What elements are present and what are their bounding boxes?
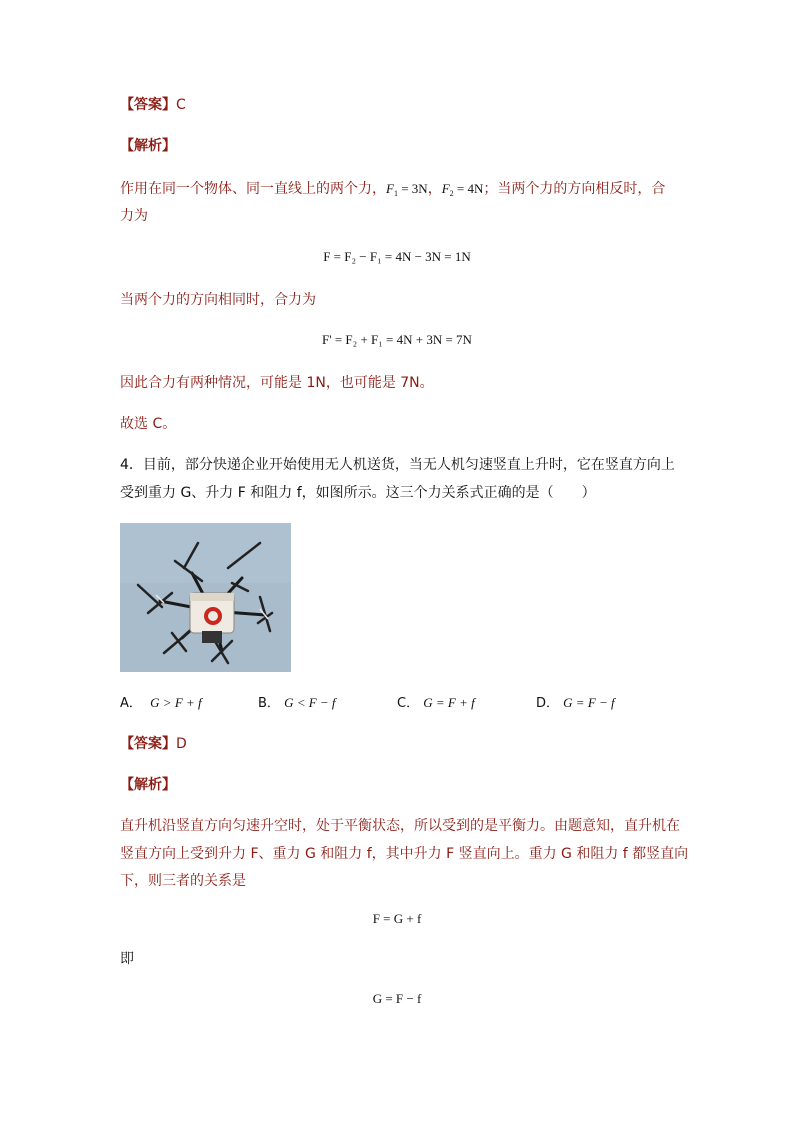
text-segment: ；当两个力的方向相反时，合 [483,181,666,197]
equation-4: G = F − f [372,991,422,1006]
paragraph-1-line-2: 力为 [120,208,148,224]
analysis-label-2: 【解析】 [120,777,176,793]
option-d: D． G = F − f [536,695,615,711]
paragraph-2: 当两个力的方向相同时，合力为 [120,292,316,308]
answer-label: 【答案】 [120,97,176,113]
question-line-1: 4．目前，部分快递企业开始使用无人机送货，当无人机匀速竖直上升时，它在竖直方向上 [120,457,675,473]
text-segment: 作用在同一个物体、同一直线上的两个力， [120,181,386,197]
answer-value: D [176,736,187,752]
paragraph-5-line-2: 竖直方向上受到升力 F、重力 G 和阻力 f，其中升力 F 竖直向上。重力 G 和阻力 f 都竖直向 [120,846,689,862]
paragraph-6: 即 [120,951,134,967]
answer-value: C [176,97,186,113]
answer-label: 【答案】 [120,736,176,752]
option-a: A． G > F + f [120,695,202,711]
answer-line-2 [120,731,187,758]
paragraph-5-line-1: 直升机沿竖直方向匀速升空时，处于平衡状态，所以受到的是平衡力。由题意知，直升机在 [120,818,680,834]
option-b: B． G < F − f [258,695,336,711]
answer-line-1 [120,92,186,119]
equation-3: F = G + f [372,911,422,926]
paragraph-5-line-3: 下，则三者的关系是 [120,873,246,889]
force-f2: $F_2 = 4N$ [441,181,484,198]
question-line-2: 受到重力 G、升力 F 和阻力 f，如图所示。这三个力关系式正确的是（ ） [120,485,596,501]
paragraph-4: 故选 C。 [120,416,177,432]
paragraph-1-line-1 [120,175,665,207]
equation-2: F' = F₂ + F₁ = 4N + 3N = 7N [322,332,472,347]
option-c: C． G = F + f [397,695,475,711]
analysis-label-1: 【解析】 [120,138,176,154]
text-separator: ， [427,181,442,197]
paragraph-3: 因此合力有两种情况，可能是 1N，也可能是 7N。 [120,375,434,391]
drone-photo [120,523,291,672]
force-f1: $F_1 = 3N$ [386,181,428,198]
equation-1: F = F₂ − F₁ = 4N − 3N = 1N [323,249,471,264]
